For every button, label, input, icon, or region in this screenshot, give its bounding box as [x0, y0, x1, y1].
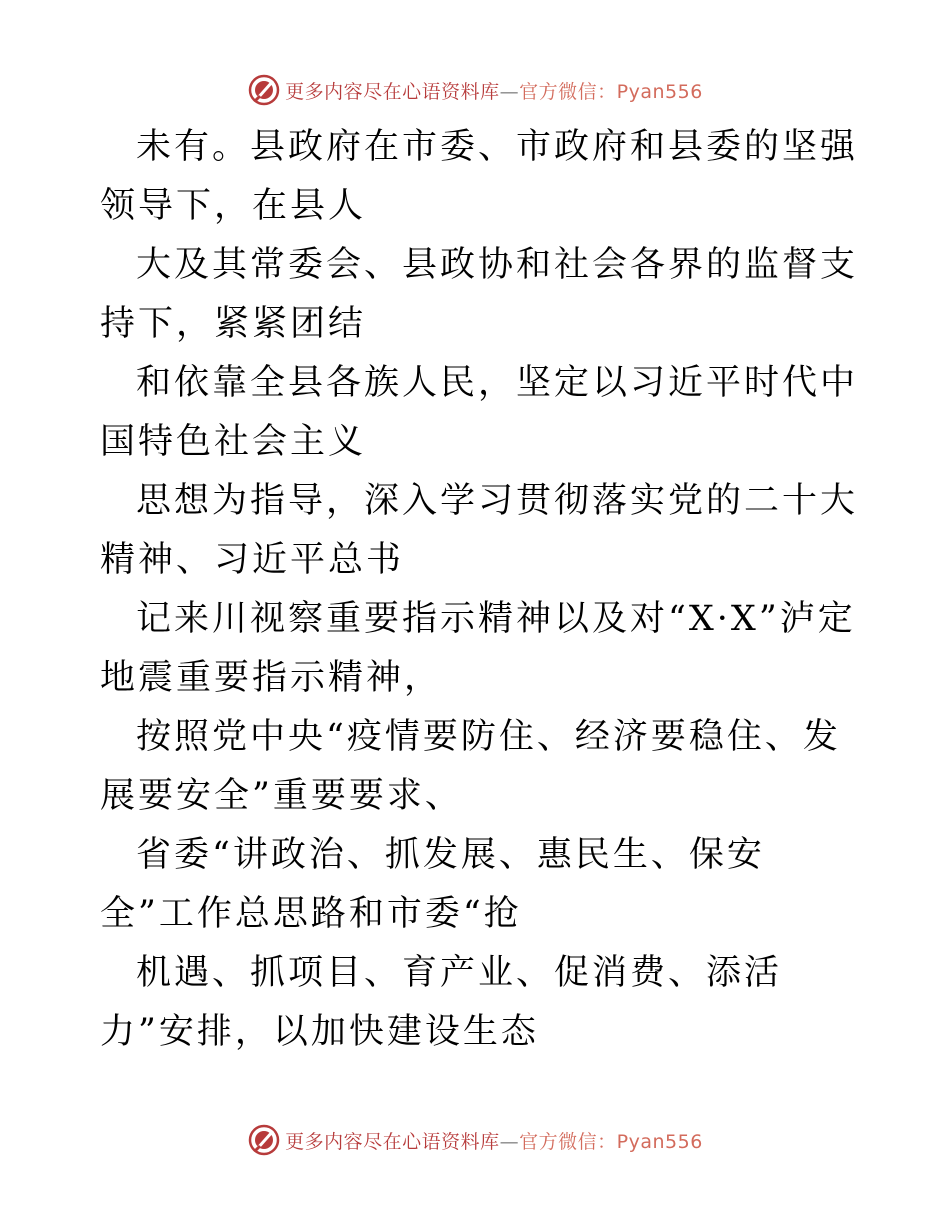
- footer-text: [285, 1127, 703, 1154]
- footer-text-main: 更多内容尽在心语资料库: [285, 1130, 500, 1153]
- footer-banner: [0, 1120, 950, 1160]
- header-wechat: 官方微信：Pyan556: [519, 80, 703, 103]
- header-text: [285, 77, 703, 104]
- pen-logo-icon: [247, 1123, 281, 1157]
- footer-separator: —: [499, 1130, 520, 1153]
- paragraph: 省委“讲政治、抓发展、惠民生、保安全”工作总思路和市委“抢: [100, 835, 765, 934]
- paragraph: 按照党中央“疫情要防住、经济要稳住、发展要安全”重要要求、: [100, 717, 841, 816]
- header-text-main: 更多内容尽在心语资料库: [285, 80, 500, 103]
- document-body: [100, 118, 860, 1062]
- header-separator: —: [499, 80, 520, 103]
- paragraph: 思想为指导，深入学习贯彻落实党的二十大精神、习近平总书: [100, 481, 859, 580]
- paragraph: 和依靠全县各族人民，坚定以习近平时代中国特色社会主义: [100, 363, 859, 462]
- paragraph: 大及其常委会、县政协和社会各界的监督支持下，紧紧团结: [100, 245, 859, 344]
- pen-logo-icon: [247, 73, 281, 107]
- header-banner: [0, 70, 950, 110]
- paragraph: 机遇、抓项目、育产业、促消费、添活力”安排，以加快建设生态: [100, 953, 783, 1052]
- paragraph: 记来川视察重要指示精神以及对“X·X”泸定地震重要指示精神，: [100, 599, 856, 698]
- footer-wechat: 官方微信：Pyan556: [519, 1130, 703, 1153]
- paragraph: 未有。县政府在市委、市政府和县委的坚强领导下，在县人: [100, 127, 859, 226]
